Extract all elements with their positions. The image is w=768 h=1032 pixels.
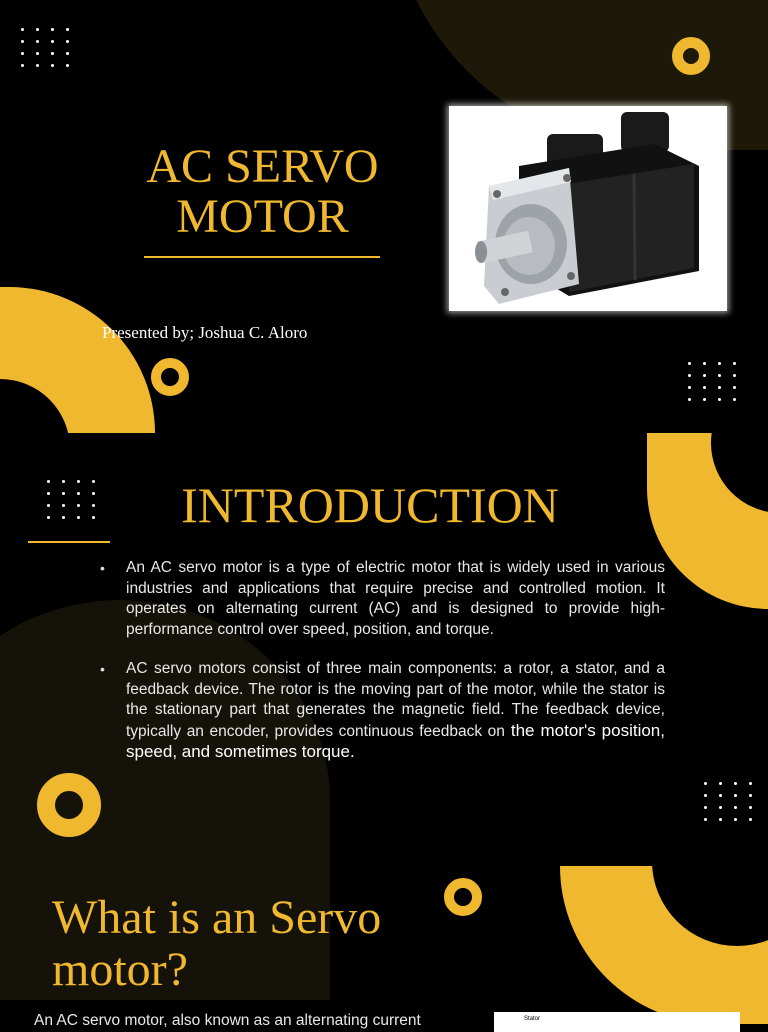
ring-left-middle — [151, 358, 189, 396]
section-heading — [52, 892, 381, 996]
stator-diagram-thumbnail — [494, 1012, 740, 1032]
section-body-start: An AC servo motor, also known as an alternating current — [34, 1012, 421, 1029]
presenter-credit: Presented by; Joshua C. Aloro — [102, 323, 308, 342]
thumb-label: Stator — [524, 1016, 541, 1022]
bullet-text-emphasis: the motor's position, speed, and sometimes torque. — [126, 720, 665, 761]
title-line-2: MOTOR — [176, 190, 349, 243]
gold-semicircle-left — [0, 287, 155, 433]
ring-lower-left — [37, 773, 101, 837]
servo-motor-icon — [449, 106, 727, 311]
section-heading-line-2: motor? — [52, 943, 188, 996]
list-item — [100, 659, 665, 764]
ring-bottom-center — [444, 878, 482, 916]
dot-grid-right-upper — [688, 362, 740, 401]
servo-motor-photo — [449, 106, 727, 311]
bullet-text: An AC servo motor is a type of electric motor that is widely used in various industries and applications that require precise and controlled motion. It operates on alternating current (AC) and is designed to provide high-performance control over speed, position, and torque. — [126, 559, 665, 638]
gold-semicircle-bottom-right — [560, 866, 768, 1024]
list-item — [100, 558, 665, 640]
bullet-text: AC servo motors consist of three main components: a rotor, a stator, and a feedback device. The rotor is the moving part of the motor, while the stator is the stationary part that generates the magnetic field. The feedback device, typically an encoder, provides continuous feedback on — [126, 660, 665, 740]
dot-grid-top-left — [21, 28, 73, 67]
ring-top-right — [672, 37, 710, 75]
dot-grid-right-lower — [704, 782, 756, 821]
title-line-1: AC SERVO — [146, 140, 379, 193]
page-title — [130, 142, 395, 242]
gold-semicircle-right — [647, 433, 768, 609]
intro-rule — [28, 541, 110, 543]
section-heading-line-1: What is an Servo — [52, 891, 382, 944]
intro-heading: INTRODUCTION — [181, 477, 559, 533]
intro-bullet-list — [100, 558, 665, 783]
title-underline — [144, 256, 380, 258]
dot-grid-intro-left — [47, 480, 99, 519]
